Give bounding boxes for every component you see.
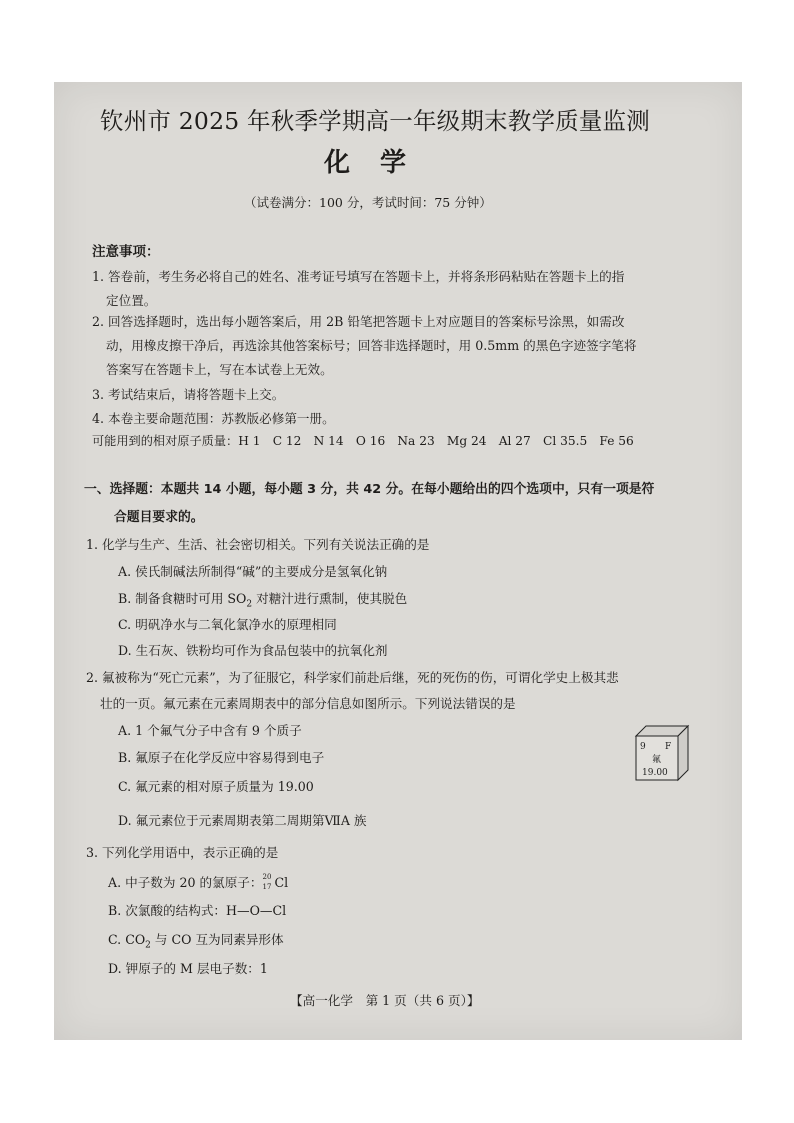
section-heading: 一、选择题：本题共 14 小题，每小题 3 分，共 42 分。在每小题给出的四个选项中，只有一项是符 <box>84 482 655 497</box>
notice-line-1-cont: 定位置。 <box>106 293 157 308</box>
notice-line-2: 2. 回答选择题时，选出每小题答案后，用 2B 铅笔把答题卡上对应题目的答案标号涂黑，如需改 <box>92 314 625 329</box>
notice-line-2-cont: 动，用橡皮擦干净后，再选涂其他答案标号；回答非选择题时，用 0.5mm 的黑色字迹签字笔将 <box>106 338 637 353</box>
q2-option-d: D. 氟元素位于元素周期表第二周期第ⅦA 族 <box>118 813 367 828</box>
q2-option-a: A. 1 个氟气分子中含有 9 个质子 <box>118 723 302 738</box>
subject-title: 化学 <box>324 148 437 178</box>
notice-line-3: 3. 考试结束后，请将答题卡上交。 <box>92 387 285 402</box>
element-cell-figure <box>632 722 690 782</box>
element-number: 9 <box>640 742 646 752</box>
element-mass: 19.00 <box>642 768 668 778</box>
notice-line-4: 4. 本卷主要命题范围：苏教版必修第一册。 <box>92 411 335 426</box>
exam-title: 钦州市 2025 年秋季学期高一年级期末教学质量监测 <box>100 107 650 135</box>
element-name: 氟 <box>652 755 662 765</box>
q3-option-c: C. $CO_2$ 与 CO 互为同素异形体 <box>108 932 284 951</box>
section-heading-cont: 合题目要求的。 <box>114 510 204 525</box>
element-symbol: F <box>665 742 672 752</box>
q2-option-c: C. 氟元素的相对原子质量为 19.00 <box>118 779 314 794</box>
q3-option-d: D. 钾原子的 M 层电子数：1 <box>108 961 268 976</box>
q3-option-a: A. 中子数为 20 的氯原子： 20 17 Cl <box>108 872 289 891</box>
notice-line-1: 1. 答卷前，考生务必将自己的姓名、准考证号填写在答题卡上，并将条形码粘贴在答题卡上的指 <box>92 269 625 284</box>
q1-option-b: B. 制备食糖时可用 $SO_2$ 对糖汁进行熏制，使其脱色 <box>118 591 408 610</box>
q2-stem-cont: 壮的一页。氟元素在元素周期表中的部分信息如图所示。下列说法错误的是 <box>100 696 516 711</box>
q1-option-c: C. 明矾净水与二氧化氯净水的原理相同 <box>118 617 337 632</box>
exam-paper <box>54 82 742 1040</box>
page-footer: 【高一化学 第 1 页（共 6 页）】 <box>290 993 480 1008</box>
notice-heading: 注意事项： <box>92 244 160 260</box>
q3-option-b: B. 次氯酸的结构式：H—O—Cl <box>108 903 287 918</box>
element-cell-svg <box>632 722 690 782</box>
exam-note: （试卷满分：100 分，考试时间：75 分钟） <box>244 195 492 210</box>
q2-stem: 2. 氟被称为“死亡元素”，为了征服它，科学家们前赴后继，死的死伤的伤，可谓化学史上极其悲 <box>86 670 619 685</box>
q3-stem: 3. 下列化学用语中，表示正确的是 <box>86 845 279 860</box>
atomic-masses: 可能用到的相对原子质量：H 1 C 12 N 14 O 16 Na 23 Mg 24 Al 27 Cl 35.5 Fe 56 <box>92 434 634 448</box>
q2-option-b: B. 氟原子在化学反应中容易得到电子 <box>118 750 325 765</box>
notice-line-2-cont2: 答案写在答题卡上，写在本试卷上无效。 <box>106 362 333 377</box>
q1-option-d: D. 生石灰、铁粉均可作为食品包装中的抗氧化剂 <box>118 643 388 658</box>
q1-option-a: A. 侯氏制碱法所制得“碱”的主要成分是氢氧化钠 <box>118 564 388 579</box>
q1-stem: 1. 化学与生产、生活、社会密切相关。下列有关说法正确的是 <box>86 537 430 552</box>
